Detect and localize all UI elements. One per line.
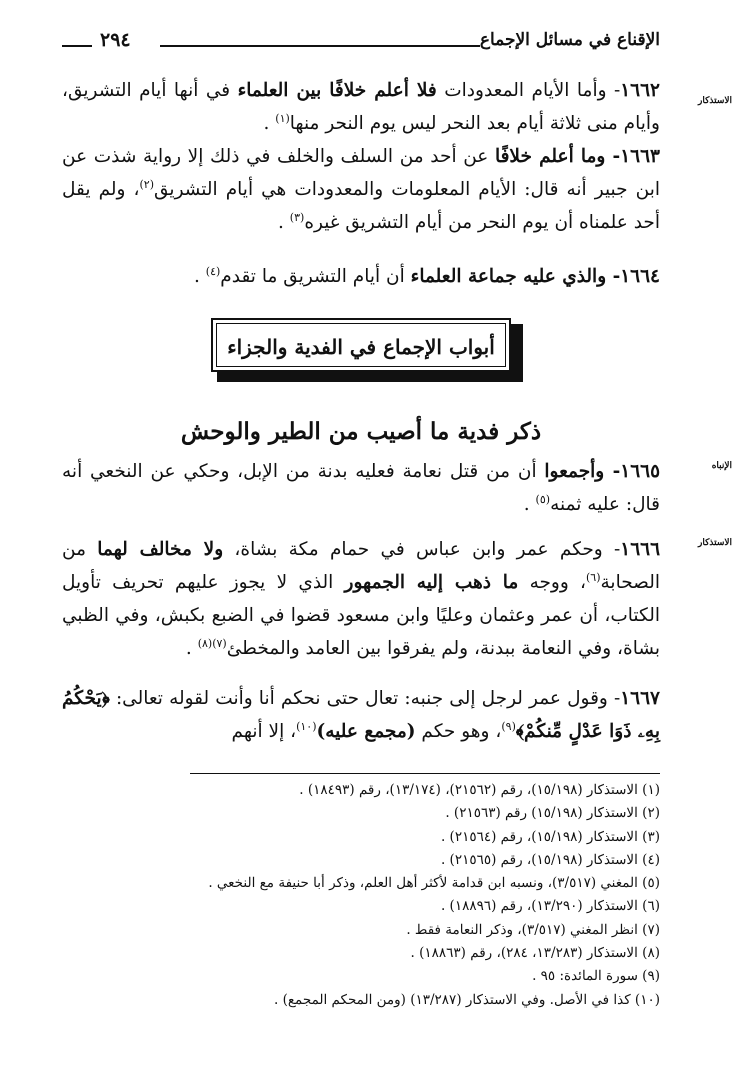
section-heading: ذكر فدية ما أصيب من الطير والوحش [180,418,542,445]
header-rule-short [62,45,92,47]
paragraph-1666 [62,533,660,665]
footnote: (٦) الاستذكار (١٣/٢٩٠)، رقم (١٨٨٩٦) . [440,898,660,915]
running-header [62,30,660,62]
footnote-ref[interactable]: (٥) [535,492,551,506]
footnote: (١) الاستذكار (١٥/١٩٨)، رقم (٢١٥٦٢)، (١٣/١٧٤)، رقم (١٨٤٩٣) . [299,782,660,798]
footnote: (٢) الاستذكار (١٥/١٩٨) رقم (٢١٥٦٣) . [445,805,660,822]
paragraph-text: ، ووجه [518,572,586,593]
issue-number: ١٦٦٧ [620,688,660,709]
emphasis-text: ما ذهب إليه الجمهور [344,572,519,593]
emphasis-text: - وما أعلم خلافًا [494,146,621,167]
emphasis-text: (مجمع عليه) [316,721,416,742]
paragraph-text: عن أحد من السلف والخلف في ذلك إلا رواية شذت عن ابن جبير أنه قال: الأيام المعلومات والمعدودات هي أيام التشريق [62,146,660,200]
issue-number: ١٦٦٥ [620,461,661,482]
margin-source-note: الاستذكار [698,538,732,548]
footnote: (١٠) كذا في الأصل. وفي الاستذكار (١٣/٢٨٧) (ومن المحكم المجمع) . [274,991,660,1008]
footnote-ref[interactable]: (٦) [586,570,601,584]
emphasis-text: فلا أعلم خلافًا بين العلماء [237,80,437,101]
footnotes [62,779,660,1012]
paragraph-1665 [62,455,660,521]
paragraph-text: أن أيام التشريق ما تقدم [220,266,411,287]
paragraph-1667 [62,682,660,748]
footnote-separator [190,773,660,774]
paragraph-text: أن من قتل نعامة فعليه بدنة من الإبل، وحكي عن النخعي أنه قال: عليه ثمنه [62,461,660,515]
paragraph-text: ، ولم يقل أحد علمناه أن يوم النحر من أيام التشريق غيره [62,179,660,233]
footnote-ref[interactable]: (٤) [205,264,221,278]
paragraph-text: الذي لا يجوز عليهم تحريف تأويل الكتاب، أن عمر وعثمان وعليًا وابن مسعود قضوا في الضبع بكبش، وفي الظبي بشاة، وفي النعامة ببدنة، ولم يفرقوا بين العامد والمخطئ [62,572,660,659]
paragraph-text: - وأما الأيام المعدودات [436,80,621,101]
footnote-ref[interactable]: (٣) [289,210,305,224]
footnote-ref[interactable]: (١) [275,111,290,125]
paragraph-text: من الصحابة [62,539,660,593]
paragraph-text: - وقول عمر لرجل إلى جنبه: تعال حتى نحكم أنا وأنت لقوله تعالى: [109,688,621,709]
paragraph-end: . [523,494,536,515]
page-number: ٢٩٤ [100,29,131,51]
footnote: (٨) الاستذكار (١٣/٢٨٣، ٢٨٤)، رقم (١٨٨٦٣) . [410,945,660,962]
emphasis-text: - والذي عليه جماعة العلماء [410,266,621,287]
header-rule [160,45,480,47]
paragraph-text: ، وهو حكم [415,721,502,742]
footnote-ref[interactable]: (٩) [501,719,516,733]
footnote: (٩) سورة المائدة: ٩٥ . [532,968,660,985]
paragraph-end: . [278,212,290,233]
paragraph-end: . [194,266,206,287]
chapter-title: أبواب الإجماع في الفدية والجزاء [216,323,506,367]
footnote-ref[interactable]: (٧)(٨) [197,636,227,650]
paragraph-1664 [62,260,660,293]
issue-number: ١٦٦٦ [620,539,661,560]
paragraph-1663 [62,140,660,239]
issue-number: ١٦٦٢ [620,80,660,101]
paragraph-text: في أنها أيام التشريق، وأيام منى ثلاثة أيام بعد النحر ليس يوم النحر منها [62,80,660,134]
issue-number: ١٦٦٤ [620,266,660,287]
issue-number: ١٦٦٣ [620,146,660,167]
book-title: الإقناع في مسائل الإجماع [479,30,660,50]
footnote: (٧) انظر المغني (٣/٥١٧)، وذكر النعامة فقط . [406,921,660,938]
margin-source-note: الاستذكار [698,96,732,106]
footnote-ref[interactable]: (٢) [139,177,154,191]
paragraph-end: . [185,638,198,659]
paragraph-1662 [62,74,660,140]
paragraph-text: - وحكم عمر وابن عباس في حمام مكة بشاة، [223,539,621,560]
footnote-ref[interactable]: (١٠) [296,719,317,733]
paragraph-text: ، إلا أنهم [231,721,297,742]
footnote: (٣) الاستذكار (١٥/١٩٨)، رقم (٢١٥٦٤) . [440,828,660,845]
emphasis-text: - وأجمعوا [544,461,621,482]
emphasis-text: ولا مخالف لهما [97,539,224,560]
quran-verse: ﴿يَحْكُمُ بِهِۦ ذَوَا عَدْلٍ مِّنكُمْ﴾ [62,688,660,742]
footnote: (٥) المغني (٣/٥١٧)، ونسبه ابن قدامة لأكثر أهل العلم، وذكر أبا حنيفة مع النخعي . [208,875,660,892]
margin-source-note: الإنباه [711,461,732,471]
paragraph-end: . [263,113,276,134]
footnote: (٤) الاستذكار (١٥/١٩٨)، رقم (٢١٥٦٥) . [440,851,660,868]
chapter-box [211,318,511,372]
